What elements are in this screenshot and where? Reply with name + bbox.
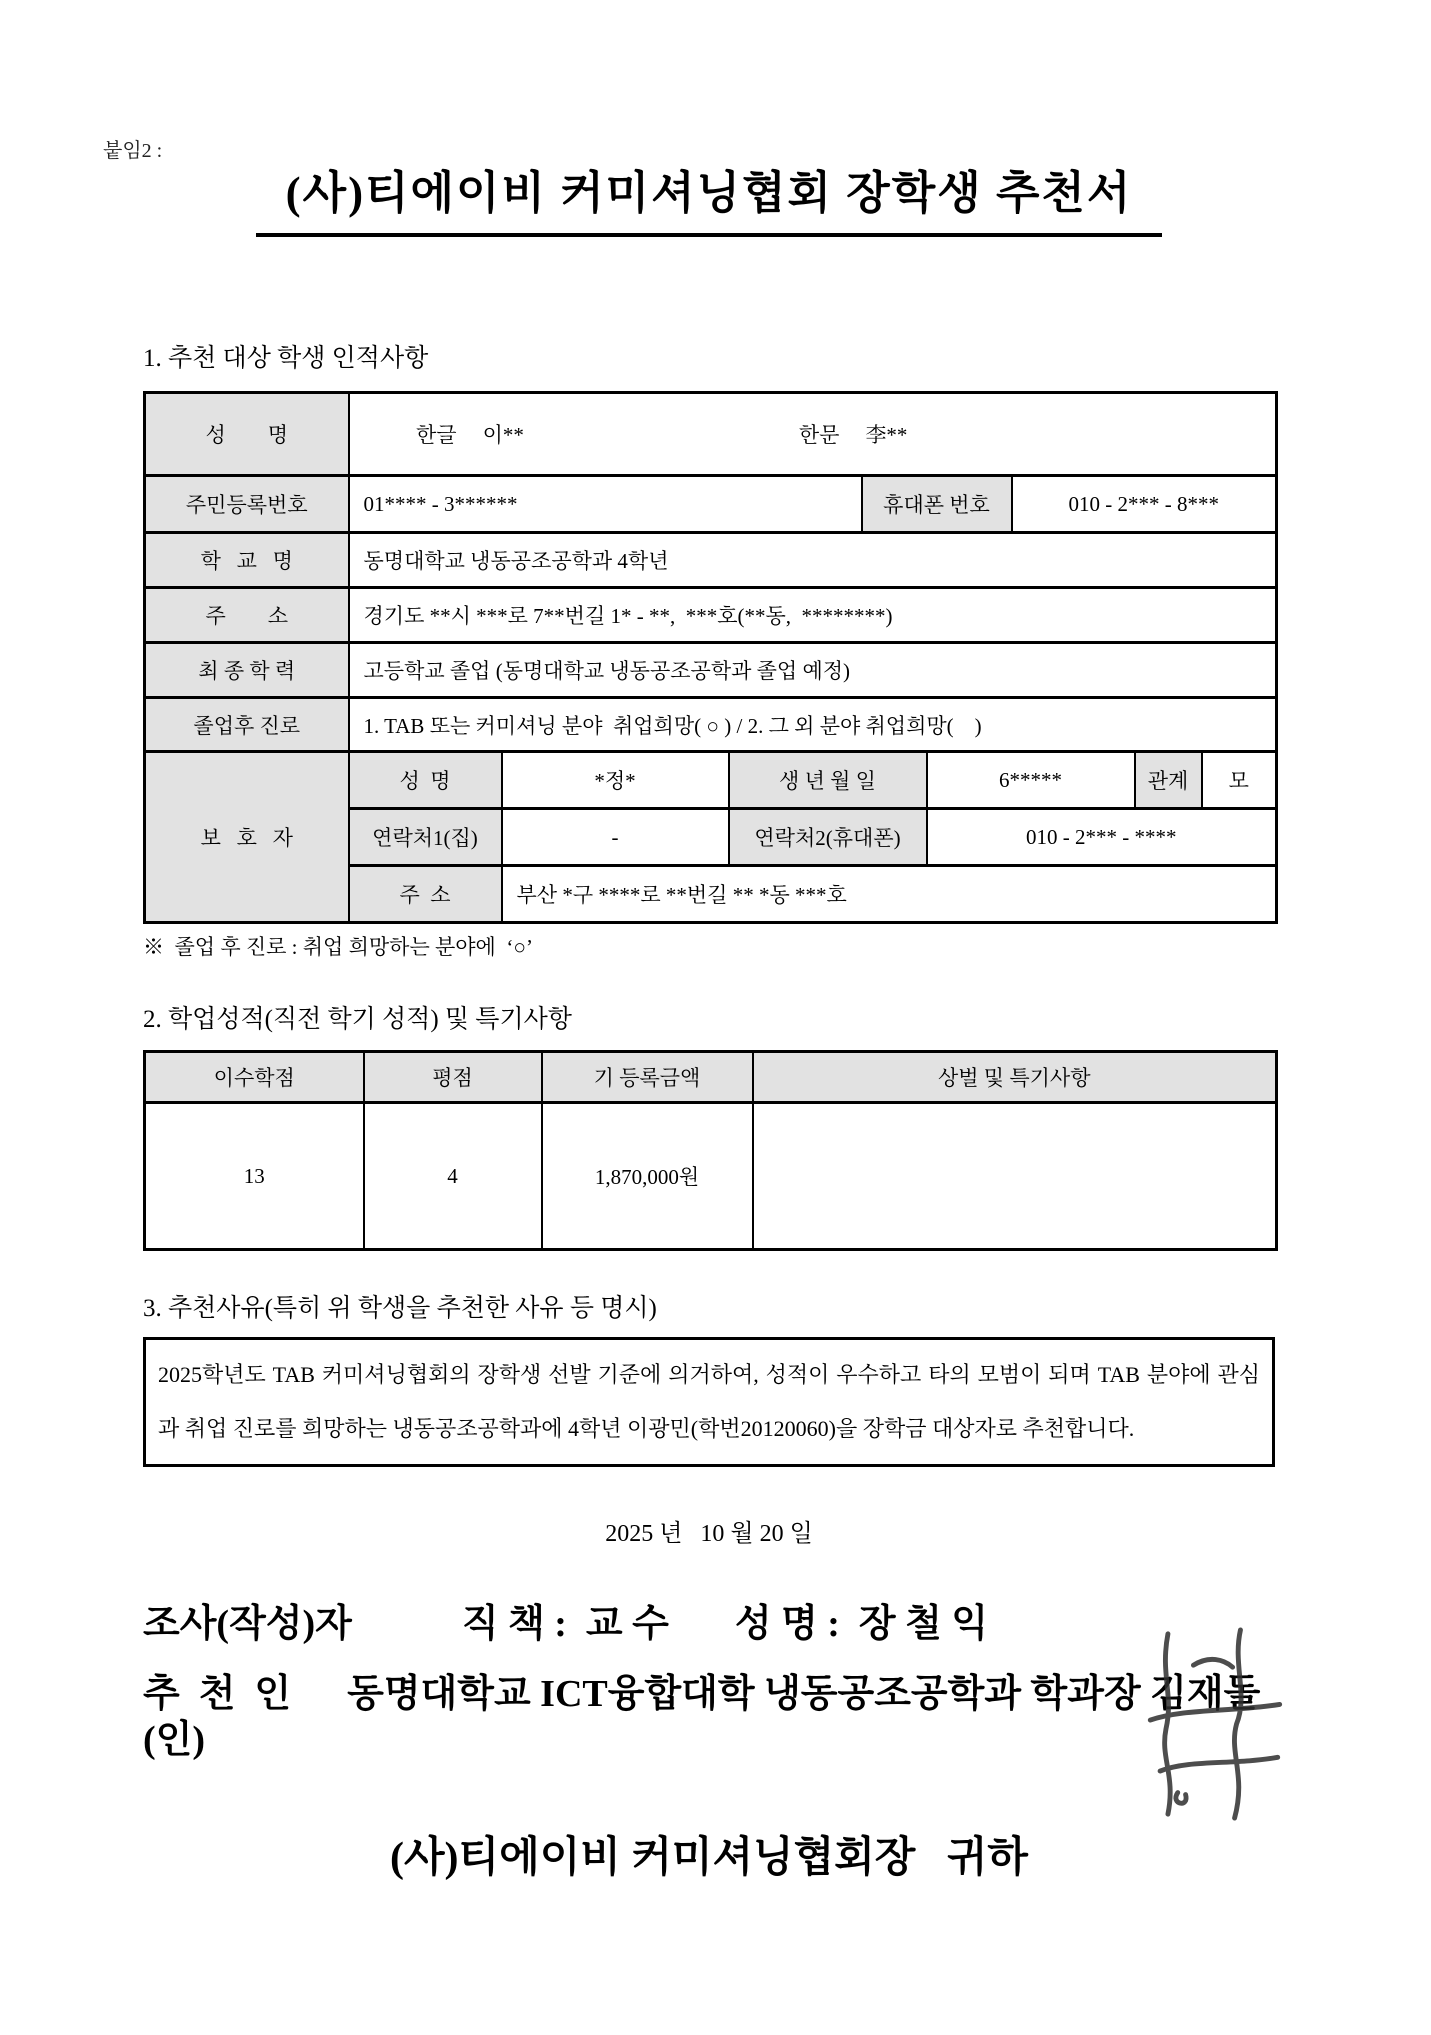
career-note: ※ 졸업 후 진로 : 취업 희망하는 분야에 ‘○’ xyxy=(143,935,534,959)
recipient-line: (사)티에이비 커미셔닝협회장 귀하 xyxy=(390,1835,1028,1881)
writer-line xyxy=(143,1601,1275,1647)
section1-heading: 1. 추천 대상 학생 인적사항 xyxy=(143,345,429,372)
writer-label: 조사(작성)자 xyxy=(143,1603,352,1645)
hangul-label: 한글 xyxy=(416,423,457,447)
gpa-value: 4 xyxy=(364,1103,542,1250)
guardian-contact1-value: - xyxy=(502,809,729,866)
attachment-label: 붙임2 : xyxy=(103,140,163,162)
section3-heading: 3. 추천사유(특히 위 학생을 추천한 사유 등 명시) xyxy=(143,1295,657,1322)
name-label: 성 명 xyxy=(145,393,349,476)
guardian-relation-label: 관계 xyxy=(1135,752,1202,809)
page-title: (사)티에이비 커미셔닝협회 장학생 추천서 xyxy=(256,156,1163,237)
table-row-school xyxy=(145,533,1277,588)
recommender-value: 동명대학교 ICT융합대학 냉동공조공학과 학과장 김재돌 (인) xyxy=(143,1673,1280,1761)
address-label: 주 소 xyxy=(145,588,349,643)
recommender-line xyxy=(143,1671,1280,1763)
table-row-career xyxy=(145,698,1277,752)
date-line: 2025 년 10 월 20 일 xyxy=(605,1521,813,1547)
gpa-header: 평점 xyxy=(364,1052,542,1103)
grades-table xyxy=(143,1050,1278,1251)
school-value: 동명대학교 냉동공조공학과 4학년 xyxy=(349,533,1277,588)
tuition-header: 기 등록금액 xyxy=(542,1052,753,1103)
phone-label: 휴대폰 번호 xyxy=(862,476,1012,533)
guardian-address-value: 부산 *구 ****로 **번길 ** *동 ***호 xyxy=(502,866,1277,923)
guardian-address-label: 주 소 xyxy=(349,866,502,923)
career-label: 졸업후 진로 xyxy=(145,698,349,752)
education-value: 고등학교 졸업 (동명대학교 냉동공조공학과 졸업 예정) xyxy=(349,643,1277,698)
remarks-value xyxy=(753,1103,1277,1250)
guardian-contact1-label: 연락처1(집) xyxy=(349,809,502,866)
name-hangul-group xyxy=(416,419,799,449)
credits-header: 이수학점 xyxy=(145,1052,364,1103)
grades-value-row xyxy=(145,1103,1277,1250)
name-hanja-group xyxy=(799,419,908,449)
guardian-contact2-label: 연락처2(휴대폰) xyxy=(729,809,927,866)
school-label: 학 교 명 xyxy=(145,533,349,588)
hanja-label: 한문 xyxy=(798,423,840,447)
table-row-education xyxy=(145,643,1277,698)
writer-name: 성 명 : 장 철 익 xyxy=(734,1603,989,1645)
credits-value: 13 xyxy=(145,1103,364,1250)
writer-title: 직 책 : 교 수 xyxy=(461,1603,669,1645)
guardian-relation-value: 모 xyxy=(1202,752,1277,809)
recommendation-reason-box: 2025학년도 TAB 커미셔닝협회의 장학생 선발 기준에 의거하여, 성적이 우수하고 타의 모범이 되며 TAB 분야에 관심과 취업 진로를 희망하는 냉동공조공학과에 4학년 이광민(학번20120060)을 장학금 대상자로 추천합니다. xyxy=(143,1337,1275,1467)
remarks-header: 상벌 및 특기사항 xyxy=(753,1052,1277,1103)
tuition-value: 1,870,000원 xyxy=(542,1103,753,1250)
grades-header-row xyxy=(145,1052,1277,1103)
table-row-address xyxy=(145,588,1277,643)
guardian-birth-value: 6***** xyxy=(927,752,1135,809)
name-value-cell xyxy=(349,393,1277,476)
hanja-value: 李** xyxy=(865,423,908,447)
hangul-value: 이** xyxy=(482,423,524,447)
rrn-value: 01**** - 3****** xyxy=(349,476,862,533)
phone-value: 010 - 2*** - 8*** xyxy=(1012,476,1277,533)
document-content xyxy=(143,0,1280,1883)
guardian-contact2-value: 010 - 2*** - **** xyxy=(927,809,1277,866)
education-label: 최 종 학 력 xyxy=(145,643,349,698)
guardian-label: 보 호 자 xyxy=(145,752,349,923)
table-row-guardian-1 xyxy=(145,752,1277,809)
guardian-name-value: *정* xyxy=(502,752,729,809)
address-value: 경기도 **시 ***로 7**번길 1* - **, ***호(**동, ********) xyxy=(349,588,1277,643)
recommender-label: 추 천 인 xyxy=(143,1673,292,1715)
table-row-rrn xyxy=(145,476,1277,533)
guardian-name-label: 성 명 xyxy=(349,752,502,809)
table-row-name xyxy=(145,393,1277,476)
rrn-label: 주민등록번호 xyxy=(145,476,349,533)
student-info-table xyxy=(143,391,1278,924)
section2-heading: 2. 학업성적(직전 학기 성적) 및 특기사항 xyxy=(143,1006,572,1033)
title-wrap xyxy=(143,156,1275,237)
guardian-birth-label: 생 년 월 일 xyxy=(729,752,927,809)
career-value: 1. TAB 또는 커미셔닝 분야 취업희망( ○ ) / 2. 그 외 분야 취업희망( ) xyxy=(349,698,1277,752)
